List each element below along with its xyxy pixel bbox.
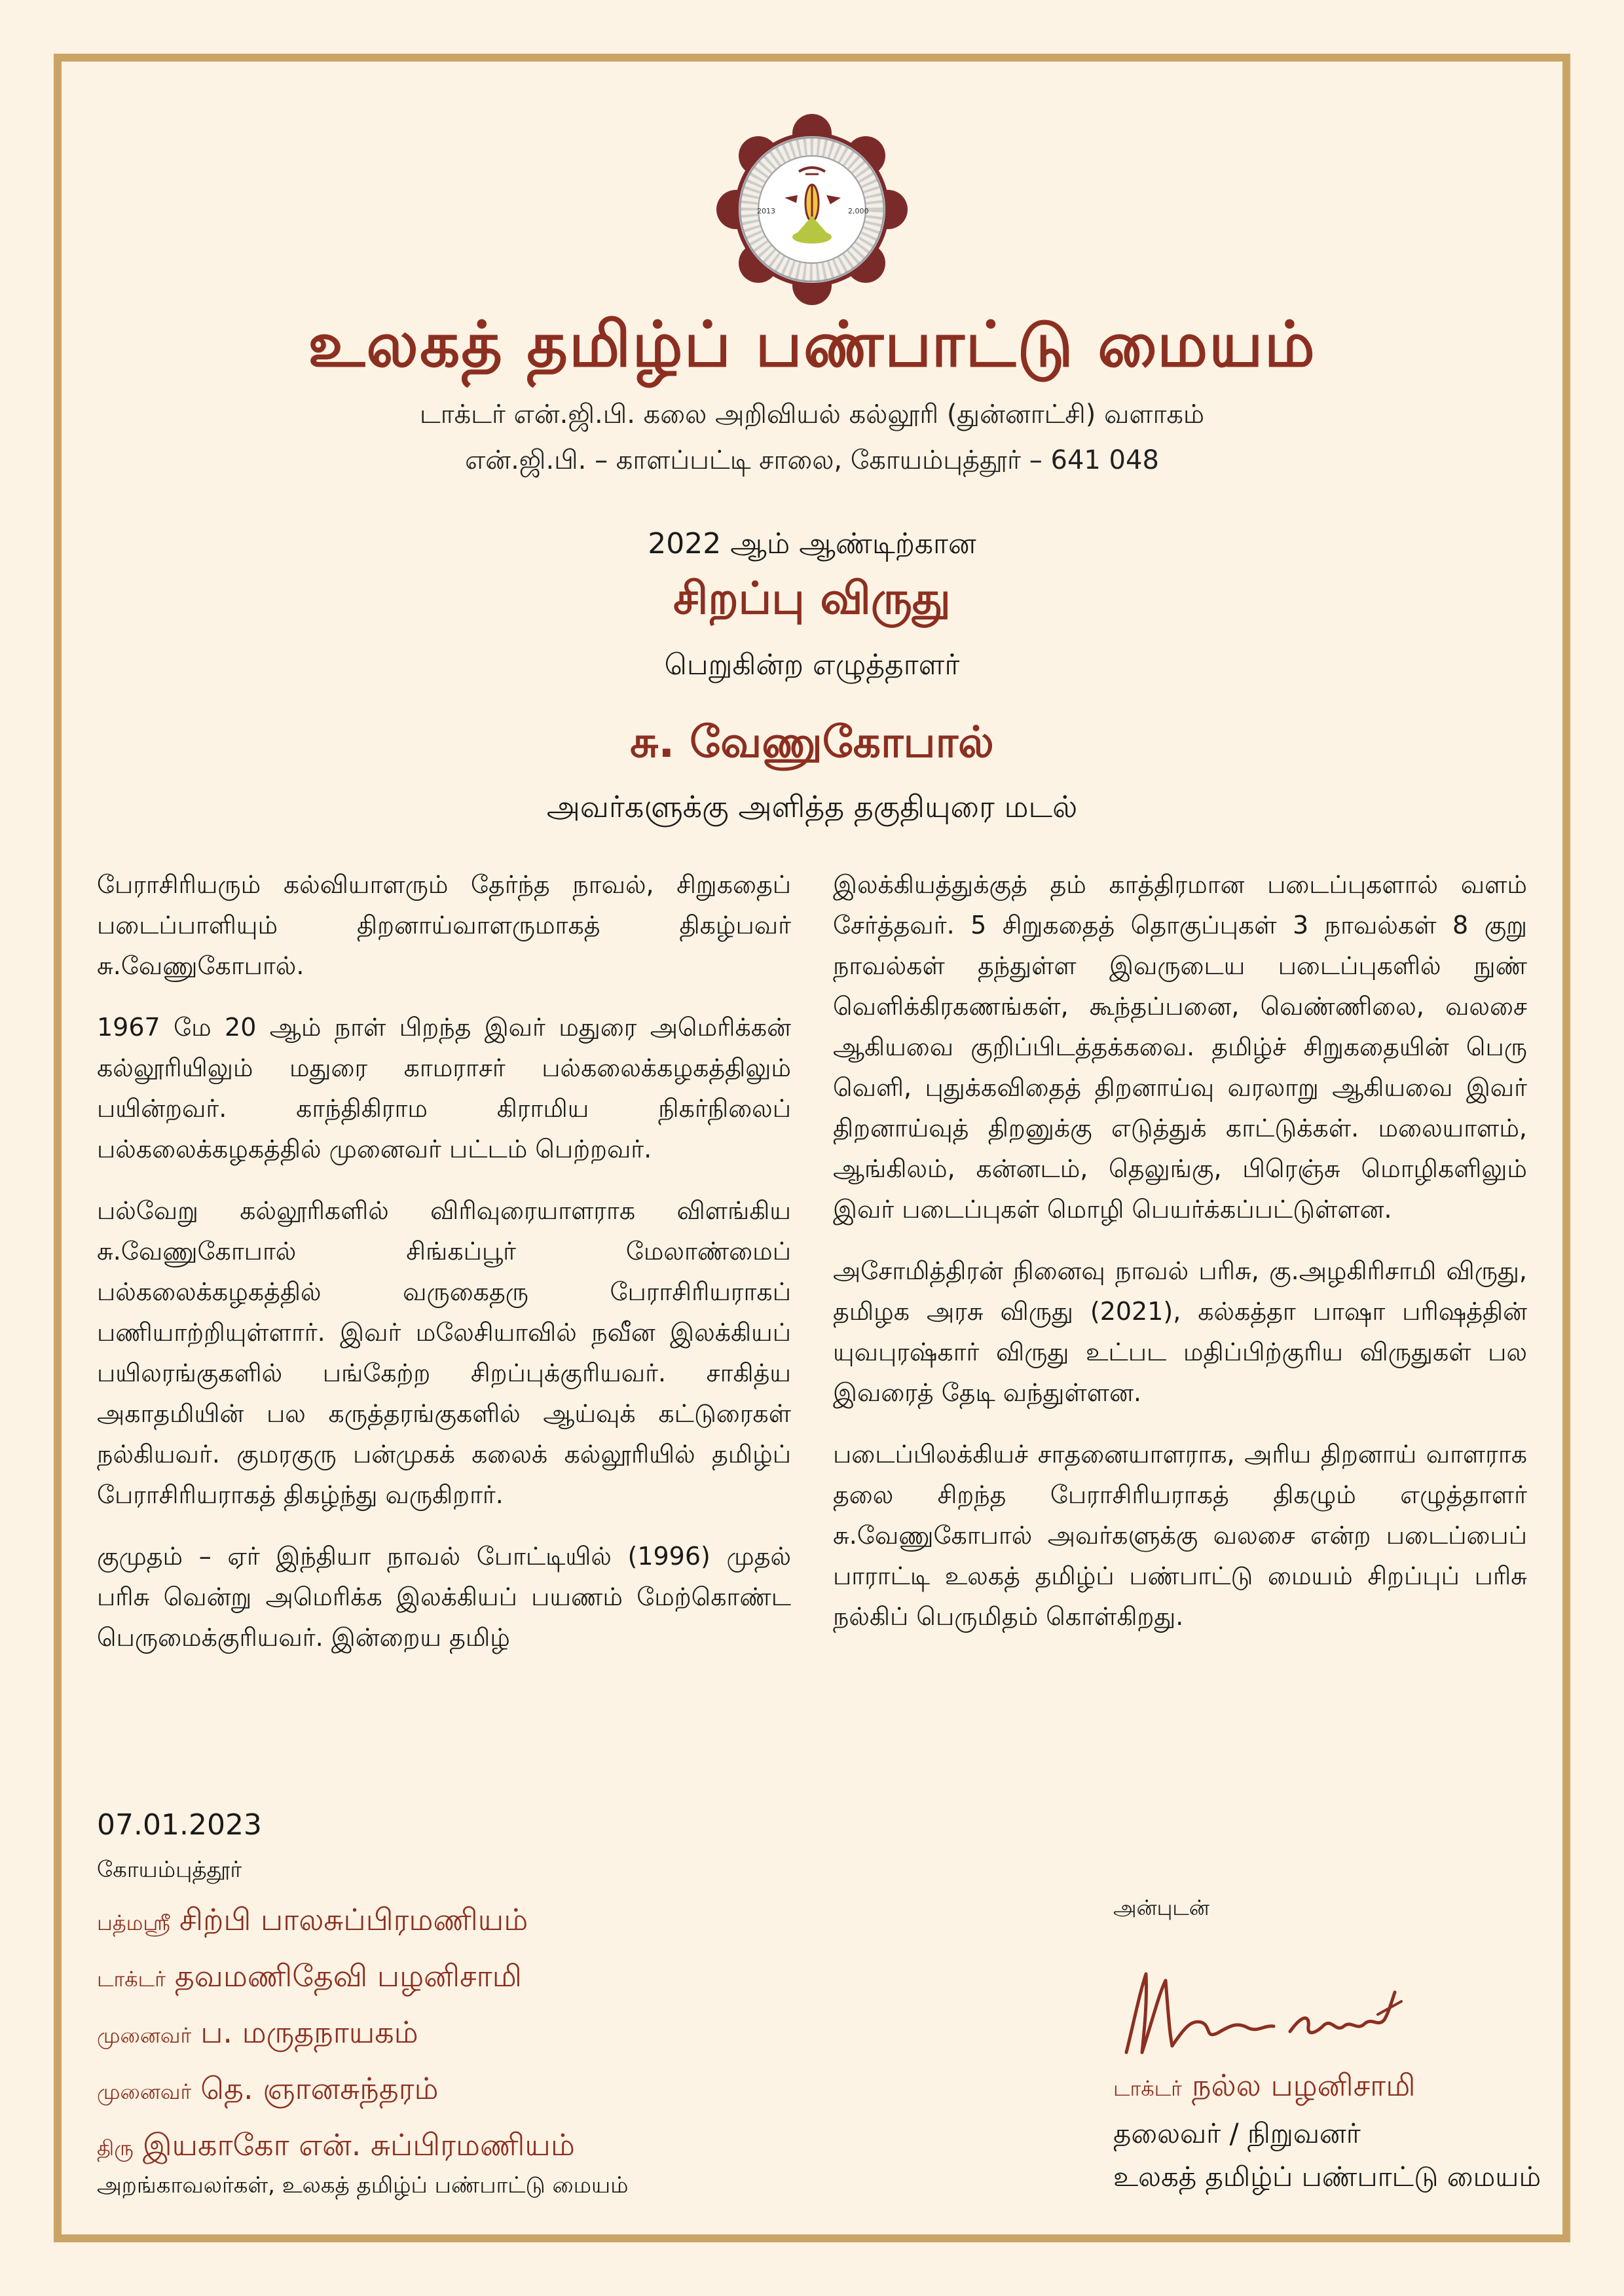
- trustee-entry: [97, 2071, 575, 2127]
- chairman-organization: உலகத் தமிழ்ப் பண்பாட்டு மையம்: [1113, 2160, 1541, 2193]
- trustees-list: [97, 1902, 575, 2183]
- recipient-name: சு. வேணுகோபால்: [630, 717, 994, 767]
- address-line-1: டாக்டர் என்.ஜி.பி. கலை அறிவியல் கல்லூரி (துன்னாட்சி) வளாகம்: [419, 399, 1205, 429]
- trustee-prefix: டாக்டர்: [97, 1967, 166, 1992]
- award-name: சிறப்பு விருது: [673, 573, 951, 625]
- trustee-name: தவமணிதேவி பழனிசாமி: [174, 1958, 522, 1994]
- trustee-name: தெ. ஞானசுந்தரம்: [200, 2071, 439, 2106]
- issue-place: கோயம்புத்தூர்: [97, 1857, 242, 1883]
- body-paragraph: இலக்கியத்துக்குத் தம் காத்திரமான படைப்புகளால் வளம் சேர்த்தவர். 5 சிறுகதைத் தொகுப்புகள் 3 நாவல்கள் 8 குறு நாவல்கள் தந்துள்ள இவருடைய படைப்புகளில் நுண் வெளிக்கிரகணங்கள், கூந்தப்பனை, வெண்ணிலை, வலசை ஆகியவை குறிப்பிடத்தக்கவை. தமிழ்ச் சிறுகதையின் பெரு வெளி, புதுக்கவிதைத் திறனாய்வு வரலாறு ஆகியவை இவர் திறனாய்வுத் திறனுக்கு எடுத்துக் காட்டுக்கள். மலையாளம், ஆங்கிலம், கன்னடம், தெலுங்கு, பிரெஞ்சு மொழிகளிலும் இவர் படைப்புகள் மொழி பெயர்க்கப்பட்டுள்ளன.: [833, 870, 1527, 1224]
- trustee-prefix: முனைவர்: [97, 2079, 192, 2104]
- body-paragraph: படைப்பிலக்கியச் சாதனையாளராக, அரிய திறனாய் வாளராக தலை சிறந்த பேராசிரியராகத் திகழும் எழுத்தாளர் சு.வேணுகோபால் அவர்களுக்கு வலசை என்ற படைப்பைப் பாராட்டி உலகத் தமிழ்ப் பண்பாட்டு மையம் சிறப்புப் பரிசு நல்கிப் பெருமிதம் கொள்கிறது.: [833, 1440, 1527, 1631]
- body-column-right: [833, 864, 1527, 1658]
- award-receiving-line: பெறுகின்ற எழுத்தாளர்: [664, 648, 960, 682]
- body-column-left: [97, 864, 791, 1679]
- regards-text: அன்புடன்: [1113, 1895, 1209, 1920]
- trustee-entry: [97, 1958, 575, 2014]
- issue-date: 07.01.2023: [97, 1808, 262, 1842]
- trustee-prefix: பத்மஸ்ரீ: [97, 1910, 171, 1935]
- body-paragraph: 1967 மே 20 ஆம் நாள் பிறந்த இவர் மதுரை அமெரிக்கன் கல்லூரியிலும் மதுரை காமராசர் பல்கலைக்கழகத்திலும் பயின்றவர். காந்திகிராம கிராமிய நிகர்நிலைப் பல்கலைக்கழகத்தில் முனைவர் பட்டம் பெற்றவர்.: [97, 1013, 791, 1163]
- chairman-name-line: [1113, 2068, 1416, 2107]
- trustee-name: இயகாகோ என். சுப்பிரமணியம்: [142, 2127, 575, 2162]
- trustees-role: அறங்காவலர்கள், உலகத் தமிழ்ப் பண்பாட்டு மையம்: [97, 2172, 629, 2198]
- trustee-prefix: திரு: [97, 2136, 134, 2160]
- address-line-2: என்.ஜி.பி. – காளப்பட்டி சாலை, கோயம்புத்தூர் – 641 048: [465, 445, 1159, 475]
- trustee-entry: [97, 2014, 575, 2071]
- chairman-name: நல்ல பழனிசாமி: [1191, 2068, 1416, 2103]
- trustee-name: ப. மருதநாயகம்: [200, 2014, 418, 2050]
- trustee-prefix: முனைவர்: [97, 2023, 192, 2048]
- seal-year-left: 2013: [757, 207, 775, 215]
- chairman-prefix: டாக்டர்: [1113, 2076, 1182, 2101]
- award-year-line: 2022 ஆம் ஆண்டிற்கான: [648, 527, 976, 560]
- seal-year-right: 2,000: [848, 207, 869, 215]
- chairman-role: தலைவர் / நிறுவனர்: [1113, 2117, 1361, 2149]
- body-paragraph: குமுதம் – ஏர் இந்தியா நாவல் போட்டியில் (1996) முதல் பரிசு வென்று அமெரிக்க இலக்கியப் பயணம் மேற்கொண்ட பெருமைக்குரியவர். இன்றைய தமிழ்: [97, 1542, 791, 1652]
- trustee-name: சிற்பி பாலசுப்பிரமணியம்: [179, 1902, 528, 1937]
- organization-seal-logo: [714, 111, 910, 308]
- organization-title: உலகத் தமிழ்ப் பண்பாட்டு மையம்: [308, 308, 1316, 381]
- trustee-entry: [97, 1902, 575, 1958]
- body-paragraph: பேராசிரியரும் கல்வியாளரும் தேர்ந்த நாவல், சிறுகதைப் படைப்பாளியும் திறனாய்வாளருமாகத் திகழ்பவர் சு.வேணுகோபால்.: [97, 870, 791, 980]
- citation-caption: அவர்களுக்கு அளித்த தகுதியுரை மடல்: [546, 789, 1078, 824]
- body-paragraph: பல்வேறு கல்லூரிகளில் விரிவுரையாளராக விளங்கிய சு.வேணுகோபால் சிங்கப்பூர் மேலாண்மைப் பல்கலைக்கழகத்தில் வருகைதரு பேராசிரியராகப் பணியாற்றியுள்ளார். இவர் மலேசியாவில் நவீன இலக்கியப் பயிலரங்குகளில் பங்கேற்ற சிறப்புக்குரியவர். சாகித்ய அகாதமியின் பல கருத்தரங்குகளில் ஆய்வுக் கட்டுரைகள் நல்கியவர். குமரகுரு பன்முகக் கலைக் கல்லூரியில் தமிழ்ப் பேராசிரியராகத் திகழ்ந்து வருகிறார்.: [97, 1196, 791, 1509]
- body-paragraph: அசோமித்திரன் நினைவு நாவல் பரிசு, கு.அழகிரிசாமி விருது, தமிழக அரசு விருது (2021), கல்கத்தா பாஷா பரிஷத்தின் யுவபுரஷ்கார் விருது உட்பட மதிப்பிற்குரிய விருதுகள் பல இவரைத் தேடி வந்துள்ளன.: [833, 1256, 1527, 1407]
- chairman-signature: [1113, 1954, 1414, 2066]
